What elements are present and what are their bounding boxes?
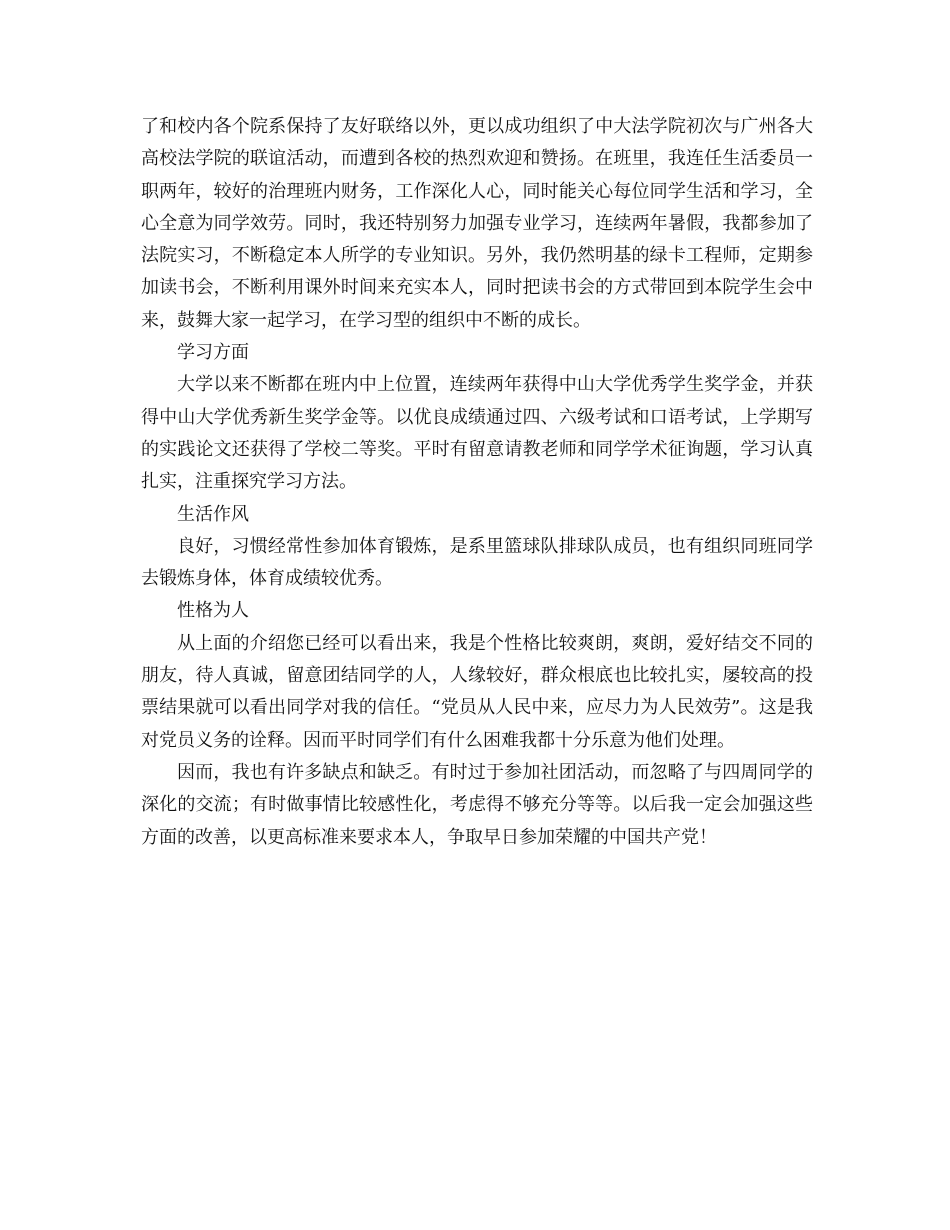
document-body [141, 111, 813, 854]
section-body-lifestyle: 良好，习惯经常性参加体育锻炼，是系里篮球队排球队成员，也有组织同班同学去锻炼身体，体育成绩较优秀。 [141, 535, 813, 590]
intro-paragraph: 了和校内各个院系保持了友好联络以外，更以成功组织了中大法学院初次与广州各大高校法学院的联谊活动，而遭到各校的热烈欢迎和赞扬。在班里，我连任生活委员一职两年，较好的治理班内财务，工作深化人心，同时能关心每位同学生活和学习，全心全意为同学效劳。同时，我还特别努力加强专业学习，连续两年暑假，我都参加了法院实习，不断稳定本人所学的专业知识。另外，我仍然明基的绿卡工程师，定期参加读书会，不断利用课外时间来充实本人，同时把读书会的方式带回到本院学生会中来，鼓舞大家一起学习，在学习型的组织中不断的成长。 [141, 116, 813, 331]
closing-paragraph: 因而，我也有许多缺点和缺乏。有时过于参加社团活动，而忽略了与四周同学的深化的交流；有时做事情比较感性化，考虑得不够充分等等。以后我一定会加强这些方面的改善，以更高标准来要求本人，争取早日参加荣耀的中国共产党！ [141, 761, 813, 848]
section-heading-study: 学习方面 [177, 342, 249, 364]
section-heading-lifestyle: 生活作风 [177, 503, 249, 525]
section-body-study: 大学以来不断都在班内中上位置，连续两年获得中山大学优秀学生奖学金，并获得中山大学优秀新生奖学金等。以优良成绩通过四、六级考试和口语考试，上学期写的实践论文还获得了学校二等奖。平时有留意请教老师和同学学术征询题，学习认真扎实，注重探究学习方法。 [141, 374, 813, 493]
section-heading-personality: 性格为人 [177, 600, 249, 622]
section-body-personality: 从上面的介绍您已经可以看出来，我是个性格比较爽朗，爽朗，爱好结交不同的朋友，待人真诚，留意团结同学的人，人缘较好，群众根底也比较扎实，屡较高的投票结果就可以看出同学对我的信任。“党员从人民中来，应尽力为人民效劳”。这是我对党员义务的诠释。因而平时同学们有什么困难我都十分乐意为他们处理。 [141, 632, 813, 751]
